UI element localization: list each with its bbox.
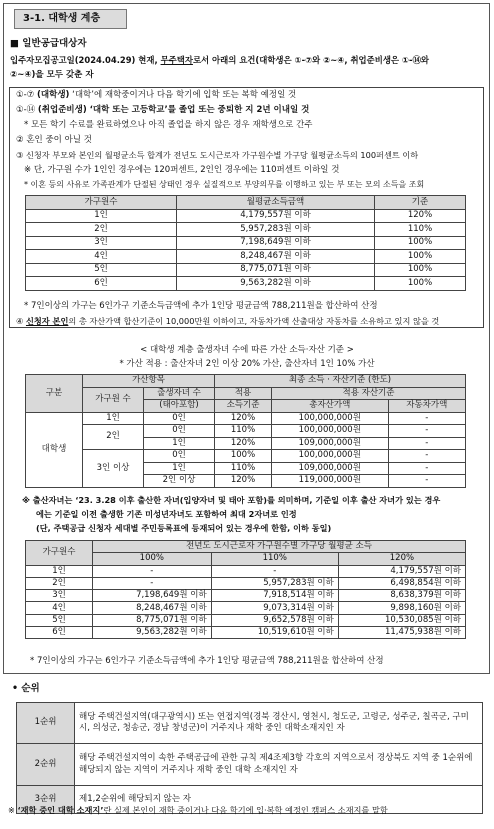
table-header-row bbox=[26, 375, 466, 388]
additional-title: < 대학생 계층 출생자녀 수에 따른 가산 소득·자산 기준 > bbox=[140, 345, 354, 355]
priority-footnote bbox=[8, 805, 388, 816]
cell: 2인 bbox=[26, 577, 93, 589]
cell: - bbox=[388, 412, 465, 425]
cell: 8,775,071원 이하 bbox=[177, 263, 375, 277]
req-label: 신청자 본인 bbox=[25, 316, 69, 326]
req-income-note-1: ※ 단, 가구원 수가 1인인 경우에는 120퍼센트, 2인인 경우에는 110퍼센트 이하일 것 bbox=[24, 165, 340, 175]
cell: - bbox=[93, 565, 212, 577]
additional-note-1: ※ 출산자녀는 ‘23. 3.28 이후 출산한 자녀(입양자녀 및 태아 포함)를 의미하며, 기준일 이후 출산 자녀가 있는 경우 bbox=[22, 495, 441, 505]
cell: 5,957,283원 이하 bbox=[211, 577, 338, 589]
cell: 4인 bbox=[26, 602, 93, 614]
cell: - bbox=[388, 462, 465, 475]
cell: 6,498,854원 이하 bbox=[338, 577, 465, 589]
col-pct-120: 120% bbox=[338, 553, 465, 565]
cell: 120% bbox=[215, 412, 272, 425]
cell: 9,073,314원 이하 bbox=[211, 602, 338, 614]
table-row bbox=[26, 602, 466, 614]
col-add-item: 가산항목 bbox=[83, 375, 215, 388]
cell: 1인 bbox=[83, 412, 144, 425]
cell: 9,563,282원 이하 bbox=[177, 277, 375, 291]
req-income: ③ 신청자 부모와 본인의 월평균소득 합계가 전년도 도시근로자 가구원수별 가구당 월평균소득의 100퍼센트 이하 bbox=[16, 150, 419, 160]
intro-line-2: ②~④)을 모두 갖춘 자 bbox=[10, 70, 94, 80]
cell: 8,248,467원 이하 bbox=[93, 602, 212, 614]
table-row bbox=[26, 577, 466, 589]
req-university bbox=[16, 90, 296, 101]
cell: - bbox=[388, 437, 465, 450]
cell: 0인 bbox=[144, 412, 215, 425]
cell: 9,563,282원 이하 bbox=[93, 627, 212, 639]
priority-heading: • 순위 bbox=[12, 683, 40, 694]
cell: - bbox=[211, 565, 338, 577]
cell: 120% bbox=[375, 209, 466, 223]
cell: 6인 bbox=[26, 277, 177, 291]
req-num: ④ bbox=[16, 316, 26, 326]
cell: - bbox=[388, 425, 465, 438]
table-row bbox=[26, 236, 466, 250]
cell: 1인 bbox=[144, 462, 215, 475]
table-header-row bbox=[26, 196, 466, 210]
rank-desc: 제1,2순위에 해당되지 않는 자 bbox=[75, 786, 483, 814]
cell: 110% bbox=[215, 425, 272, 438]
cell: 110% bbox=[375, 223, 466, 237]
req-asset bbox=[16, 316, 439, 327]
table-header-row bbox=[26, 541, 466, 553]
rank-cell: 1순위 bbox=[17, 703, 75, 744]
cell: 100% bbox=[375, 236, 466, 250]
col-final: 최종 소득 · 자산기준 (한도) bbox=[215, 375, 466, 388]
req-label: (대학생) bbox=[37, 90, 70, 100]
cell: 3인 bbox=[26, 236, 177, 250]
cell: 3인 이상 bbox=[83, 450, 144, 488]
cell: 100% bbox=[375, 277, 466, 291]
cell: 100,000,000원 bbox=[272, 412, 389, 425]
intro-line-1 bbox=[10, 55, 429, 66]
table-row bbox=[26, 277, 466, 291]
cell: 1인 bbox=[144, 437, 215, 450]
cell: 100,000,000원 bbox=[272, 425, 389, 438]
table-row bbox=[26, 450, 466, 463]
cell: 0인 bbox=[144, 450, 215, 463]
cell: 100,000,000원 bbox=[272, 450, 389, 463]
col-standard: 기준 bbox=[375, 196, 466, 210]
table-row bbox=[26, 565, 466, 577]
cell: 109,000,000원 bbox=[272, 437, 389, 450]
req-label: (취업준비생) bbox=[37, 105, 87, 115]
req-jobseeker-note: * 모든 학기 수료를 완료하였으나 아직 졸업을 하지 않은 경우 재학생으로 간주 bbox=[24, 120, 313, 130]
detail-income-table bbox=[25, 540, 466, 639]
table-row bbox=[17, 744, 483, 786]
cell: 3인 bbox=[26, 590, 93, 602]
cell: 5,957,283원 이하 bbox=[177, 223, 375, 237]
req-num: ①-⑭ bbox=[16, 105, 38, 115]
cell: 8,638,379원 이하 bbox=[338, 590, 465, 602]
footnote-term: ‘재학 중인 대학 소재지’ bbox=[17, 805, 104, 815]
table-row bbox=[17, 703, 483, 744]
cell: 10,530,085원 이하 bbox=[338, 614, 465, 626]
footnote-text: 란 실제 본인이 재학 중이거나 다음 학기에 입·복학 예정인 캠퍼스 소재지를 말함 bbox=[103, 805, 388, 815]
cell: 120% bbox=[215, 475, 272, 488]
col-group: 전년도 도시근로자 가구원수별 가구당 월평균 소득 bbox=[93, 541, 466, 553]
rank-cell: 3순위 bbox=[17, 786, 75, 814]
priority-table bbox=[16, 702, 483, 814]
cell: 4,179,557원 이하 bbox=[177, 209, 375, 223]
cell: 10,519,610원 이하 bbox=[211, 627, 338, 639]
table-row bbox=[26, 250, 466, 264]
col-gubun: 구분 bbox=[26, 375, 83, 413]
col-pct-100: 100% bbox=[93, 553, 212, 565]
col-asset: 적용 자산기준 bbox=[272, 387, 466, 400]
table-header-row bbox=[26, 387, 466, 400]
cell: 4,179,557원 이하 bbox=[338, 565, 465, 577]
cell: 2인 bbox=[26, 223, 177, 237]
cell: 8,775,071원 이하 bbox=[93, 614, 212, 626]
rank-desc: 해당 주택건설지역이 속한 주택공급에 관한 규칙 제4조제3항 각호의 지역으로서 경상북도 지역 중 1순위에 해당되지 않는 지역이 거주지나 재학 중인 대학 소재지인 자 bbox=[75, 744, 483, 786]
req-jobseeker bbox=[16, 105, 309, 116]
req-num: ①-⑦ bbox=[16, 90, 38, 100]
rank-cell: 2순위 bbox=[17, 744, 75, 786]
intro-text-a: 입주자모집공고일(2024.04.29) 현재, bbox=[10, 55, 161, 65]
col-income-sub: 소득기준 bbox=[215, 400, 272, 413]
req-unmarried: ② 혼인 중이 아닐 것 bbox=[16, 135, 92, 145]
intro-text-b: 로서 아래의 요건(대학생은 ①-⑦와 ②~④, 취업준비생은 ①-⑭와 bbox=[192, 55, 429, 65]
req-text: ‘대학’에 재학중이거나 다음 학기에 입학 또는 복학 예정일 것 bbox=[69, 90, 297, 100]
cell: 100% bbox=[375, 250, 466, 264]
cell: 0인 bbox=[144, 425, 215, 438]
col-household: 가구원수 bbox=[26, 196, 177, 210]
cell: 9,898,160원 이하 bbox=[338, 602, 465, 614]
col-household: 가구원수 bbox=[26, 541, 93, 566]
table-row bbox=[26, 590, 466, 602]
cell: 5인 bbox=[26, 263, 177, 277]
col-household: 가구원 수 bbox=[83, 387, 144, 412]
table-row bbox=[26, 412, 466, 425]
col-car: 자동차가액 bbox=[388, 400, 465, 413]
cell: 119,000,000원 bbox=[272, 475, 389, 488]
cell: - bbox=[93, 577, 212, 589]
cell: 7,918,514원 이하 bbox=[211, 590, 338, 602]
cell: 110% bbox=[215, 462, 272, 475]
req-income-note-3: * 7인이상의 가구는 6인가구 기준소득금액에 추가 1인당 평균금액 788,211원을 합산하여 산정 bbox=[24, 301, 378, 311]
additional-note-3: (단, 주택공급 신청자 세대별 주민등록표에 등재되어 있는 경우에 한함, 이하 동일) bbox=[36, 523, 332, 533]
col-income: 월평균소득금액 bbox=[177, 196, 375, 210]
req-text: ‘대학 또는 고등학교’를 졸업 또는 중퇴한 지 2년 이내일 것 bbox=[86, 105, 310, 115]
cell: 7,198,649원 이하 bbox=[177, 236, 375, 250]
table-row bbox=[26, 425, 466, 438]
cell: 6인 bbox=[26, 627, 93, 639]
cell: - bbox=[388, 450, 465, 463]
col-pct-110: 110% bbox=[211, 553, 338, 565]
additional-subtitle: * 가산 적용 : 출산자녀 2인 이상 20% 가산, 출산자녀 1인 10% 가산 bbox=[119, 359, 375, 369]
cell: 8,248,467원 이하 bbox=[177, 250, 375, 264]
rank-desc: 해당 주택건설지역(대구광역시) 또는 연접지역(경북 경산시, 영천시, 청도군, 고령군, 성주군, 칠곡군, 구미시, 의성군, 청송군, 경남 창녕군)이 거주지나 재학 중인 대학소재지인 자 bbox=[75, 703, 483, 744]
req-text: 의 총 자산가액 합산기준이 10,000만원 이하이고, 자동차가액 산출대상 자동차를 소유하고 있지 않을 것 bbox=[68, 316, 440, 326]
cell: 11,475,938원 이하 bbox=[338, 627, 465, 639]
general-heading: ■ 일반공급대상자 bbox=[10, 38, 87, 49]
cell: 4인 bbox=[26, 250, 177, 264]
cell: 9,652,578원 이하 bbox=[211, 614, 338, 626]
table-row bbox=[26, 209, 466, 223]
section-title: 3-1. 대학생 계층 bbox=[14, 9, 127, 29]
table-row bbox=[26, 223, 466, 237]
cell: 2인 bbox=[83, 425, 144, 450]
footnote-mark: ※ bbox=[8, 805, 18, 815]
table-row bbox=[26, 614, 466, 626]
col-children-sub: (태아포함) bbox=[144, 400, 215, 413]
req-income-note-2: * 이혼 등의 사유로 가족관계가 단절된 상태인 경우 실질적으로 부양의무를 이행하고 있는 부 또는 모의 소득을 조회 bbox=[24, 180, 425, 189]
col-total-asset: 총자산가액 bbox=[272, 400, 389, 413]
row-label: 대학생 bbox=[26, 412, 83, 487]
cell: 5인 bbox=[26, 614, 93, 626]
cell: 2인 이상 bbox=[144, 475, 215, 488]
table-row bbox=[26, 263, 466, 277]
table-row bbox=[26, 627, 466, 639]
col-children: 출생자녀 수 bbox=[144, 387, 215, 400]
cell: 1인 bbox=[26, 209, 177, 223]
cell: 100% bbox=[375, 263, 466, 277]
income-table bbox=[25, 195, 466, 291]
cell: 100% bbox=[215, 450, 272, 463]
cell: 120% bbox=[215, 437, 272, 450]
intro-text-underlined: 무주택자 bbox=[160, 55, 193, 65]
cell: 1인 bbox=[26, 565, 93, 577]
additional-table bbox=[25, 374, 466, 488]
additional-note-2: 에는 기준일 이전 출생한 기존 미성년자녀도 포함하여 최대 2자녀로 인정 bbox=[36, 509, 297, 519]
detail-note: * 7인이상의 가구는 6인가구 기준소득금액에 추가 1인당 평균금액 788,211원을 합산하여 산정 bbox=[30, 656, 384, 666]
cell: 109,000,000원 bbox=[272, 462, 389, 475]
cell: 7,198,649원 이하 bbox=[93, 590, 212, 602]
col-income: 적용 bbox=[215, 387, 272, 400]
cell: - bbox=[388, 475, 465, 488]
